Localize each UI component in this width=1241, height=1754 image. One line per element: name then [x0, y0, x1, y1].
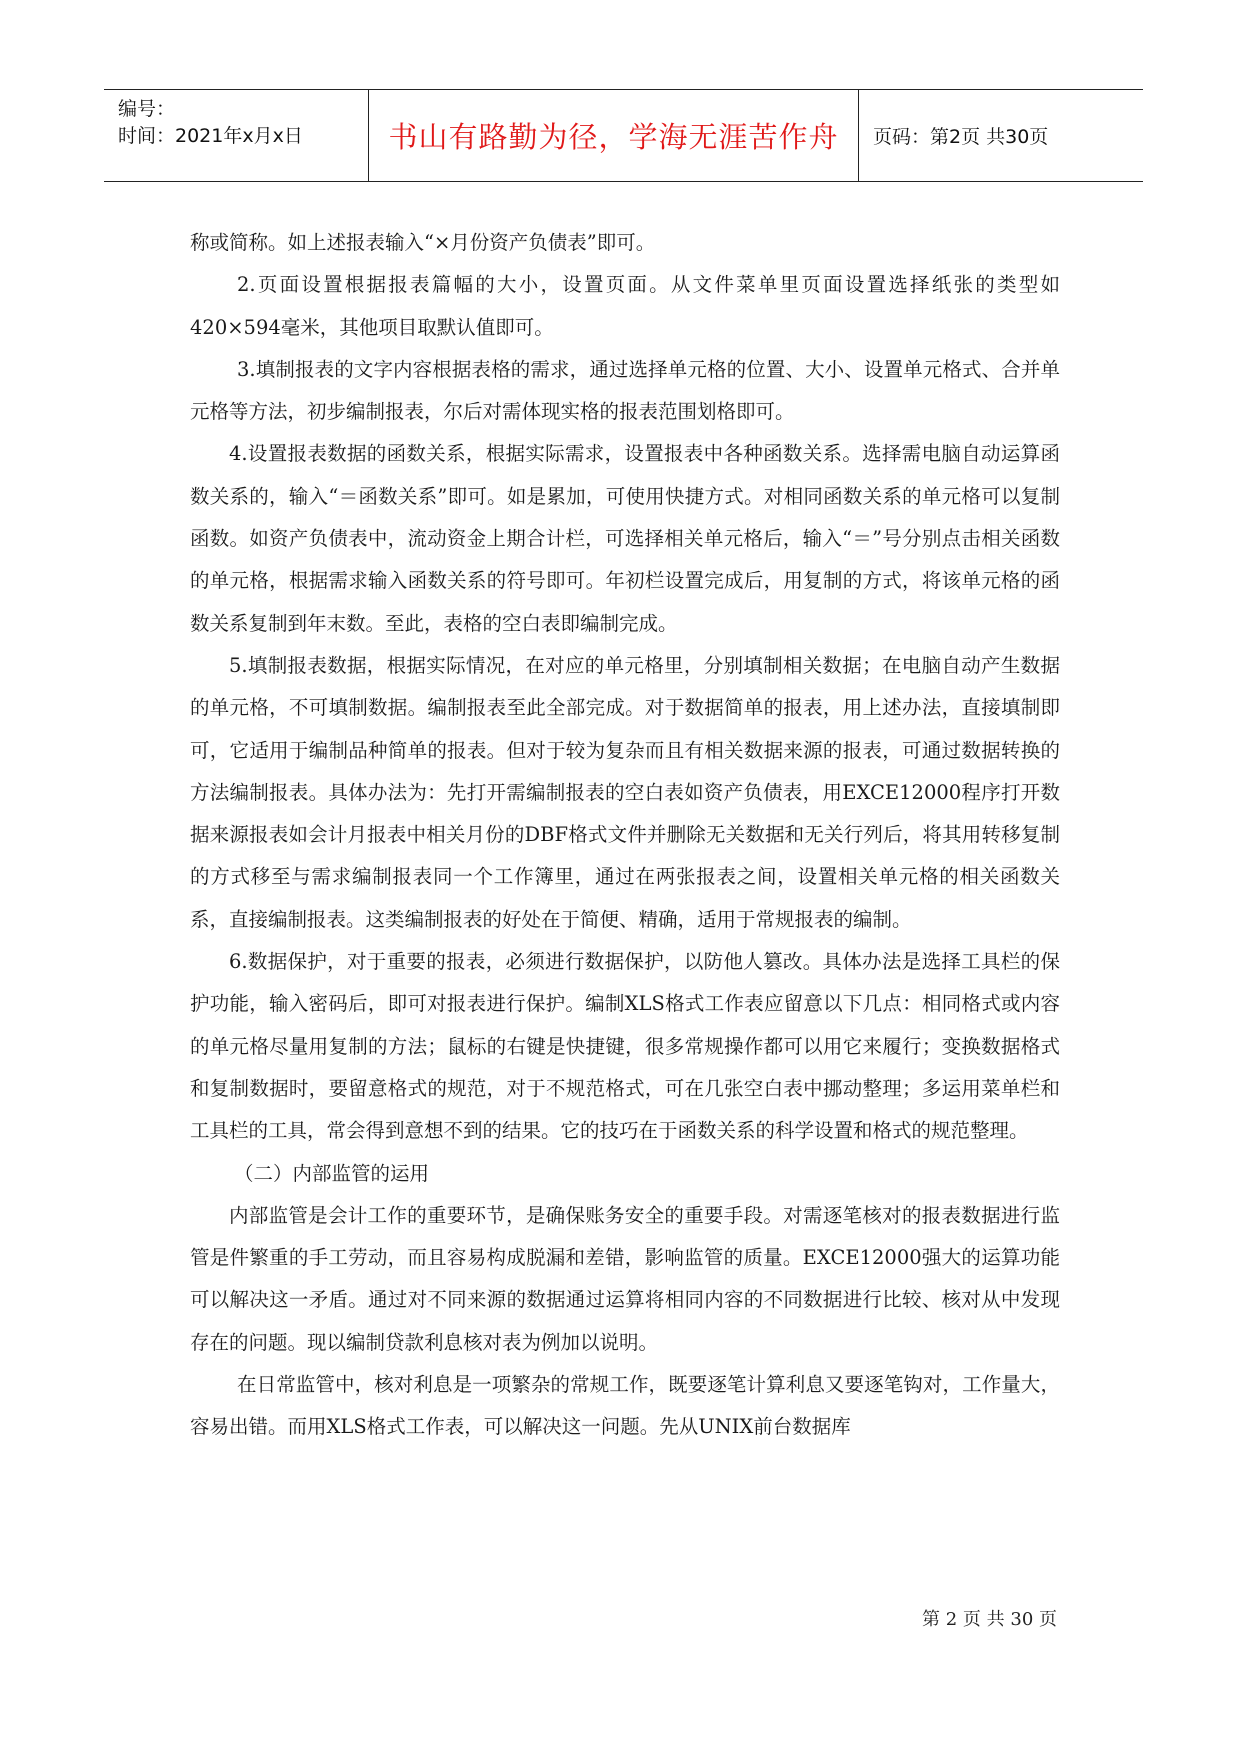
page-footer: 第 2 页 共 30 页: [922, 1609, 1057, 1630]
paragraph-fill-text: 3.填制报表的文字内容根据表格的需求，通过选择单元格的位置、大小、设置单元格式、合并单元格等方法，初步编制报表，尔后对需体现实格的报表范围划格即可。: [190, 357, 1060, 424]
paragraph-continuation: 称或简称。如上述报表输入“×月份资产负债表”即可。: [190, 231, 656, 254]
paragraph-data-protection: 6.数据保护，对于重要的报表，必须进行数据保护，以防他人篡改。具体办法是选择工具栏的保护功能，输入密码后，即可对报表进行保护。编制XLS格式工作表应留意以下几点：相同格式或内容的单元格尽量用复制的方法；鼠标的右键是快捷键，很多常规操作都可以用它来履行；变换数据格式和复制数据时，要留意格式的规范，对于不规范格式，可在几张空白表中挪动整理；多运用菜单栏和工具栏的工具，常会得到意想不到的结果。它的技巧在于函数关系的科学设置和格式的规范整理。: [190, 950, 1060, 1143]
paragraph-internal-supervision: 内部监管是会计工作的重要环节，是确保账务安全的重要手段。对需逐笔核对的报表数据进行监管是件繁重的手工劳动，而且容易构成脱漏和差错，影响监管的质量。EXCE12000强大的运算功能可以解决这一矛盾。通过对不同来源的数据通过运算将相同内容的不同数据进行比较、核对从中发现存在的问题。现以编制贷款利息核对表为例加以说明。: [190, 1203, 1060, 1354]
header-motto: 书山有路勤为径，学海无涯苦作舟: [369, 90, 859, 181]
header-page-number: 页码：第2页 共30页: [873, 126, 1049, 148]
paragraph-page-setup: 2.页面设置根据报表篇幅的大小，设置页面。从文件菜单里页面设置选择纸张的类型如420×594毫米，其他项目取默认值即可。: [190, 273, 1060, 339]
paragraph-fill-data: 5.填制报表数据，根据实际情况，在对应的单元格里，分别填制相关数据；在电脑自动产生数据的单元格，不可填制数据。编制报表至此全部完成。对于数据简单的报表，用上述办法，直接填制即可，它适用于编制品种简单的报表。但对于较为复杂而且有相关数据来源的报表，可通过数据转换的方法编制报表。具体办法为：先打开需编制报表的空白表如资产负债表，用EXCE12000程序打开数据来源报表如会计月报表中相关月份的DBF格式文件并删除无关数据和无关行列后，将其用转移复制的方式移至与需求编制报表同一个工作簿里，通过在两张报表之间，设置相关单元格的相关函数关系，直接编制报表。这类编制报表的好处在于简便、精确，适用于常规报表的编制。: [190, 653, 1060, 931]
header-meta: [104, 90, 369, 181]
document-date: 时间：2021年x月x日: [118, 125, 303, 147]
paragraph-functions: 4.设置报表数据的函数关系，根据实际需求，设置报表中各种函数关系。选择需电脑自动运算函数关系的，输入“＝函数关系”即可。如是累加，可使用快捷方式。对相同函数关系的单元格可以复制函数。如资产负债表中，流动资金上期合计栏，可选择相关单元格后，输入“＝”号分别点击相关函数的单元格，根据需求输入函数关系的符号即可。年初栏设置完成后，用复制的方式，将该单元格的函数关系复制到年末数。至此，表格的空白表即编制完成。: [190, 442, 1060, 635]
document-number-label: 编号：: [118, 98, 176, 120]
section-subheading: （二）内部监管的运用: [234, 1161, 430, 1185]
document-body: [190, 222, 1060, 1449]
page-header: [104, 89, 1143, 182]
paragraph-interest-check: 在日常监管中，核对利息是一项繁杂的常规工作，既要逐笔计算利息又要逐笔钩对，工作量大，容易出错。而用XLS格式工作表，可以解决这一问题。先从UNIX前台数据库: [190, 1373, 1060, 1439]
